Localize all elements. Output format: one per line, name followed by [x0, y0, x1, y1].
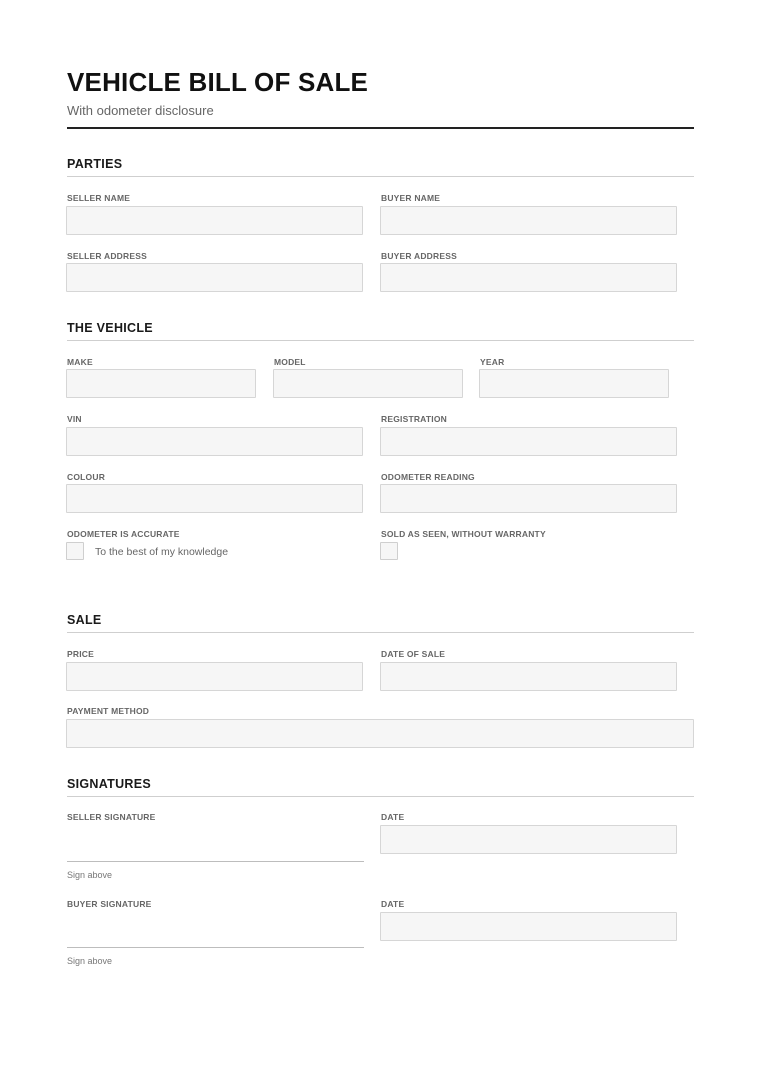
make-label: MAKE [67, 357, 93, 367]
page-title: VEHICLE BILL OF SALE [67, 67, 369, 97]
year-label: YEAR [480, 357, 505, 367]
odometer-reading-field[interactable] [380, 484, 677, 513]
vin-label: VIN [67, 414, 82, 424]
seller-date-label: DATE [381, 812, 405, 822]
buyer-date-label: DATE [381, 899, 405, 909]
title-divider [67, 127, 694, 129]
buyer-address-field[interactable] [380, 263, 677, 292]
page-subtitle: With odometer disclosure [67, 103, 214, 118]
buyer-signature-line[interactable] [67, 947, 364, 948]
buyer-address-label: BUYER ADDRESS [381, 251, 457, 261]
price-field[interactable] [66, 662, 363, 691]
sold-as-seen-checkbox[interactable] [380, 542, 398, 560]
section-divider-sale [67, 632, 694, 633]
odometer-accurate-checkbox[interactable] [66, 542, 84, 560]
make-field[interactable] [66, 369, 256, 398]
seller-address-label: SELLER ADDRESS [67, 251, 147, 261]
date-of-sale-label: DATE OF SALE [381, 649, 446, 659]
section-divider-vehicle [67, 340, 694, 341]
vin-field[interactable] [66, 427, 363, 456]
model-field[interactable] [273, 369, 463, 398]
registration-label: REGISTRATION [381, 414, 447, 424]
model-label: MODEL [274, 357, 306, 367]
buyer-signature-label: BUYER SIGNATURE [67, 899, 152, 909]
seller-signature-label: SELLER SIGNATURE [67, 812, 156, 822]
seller-name-label: SELLER NAME [67, 193, 131, 203]
payment-method-field[interactable] [66, 719, 694, 748]
odometer-reading-label: ODOMETER READING [381, 472, 475, 482]
buyer-sign-note: Sign above [67, 956, 113, 966]
buyer-date-field[interactable] [380, 912, 677, 941]
sold-as-seen-label: SOLD AS SEEN, WITHOUT WARRANTY [381, 529, 546, 539]
section-heading-signatures: SIGNATURES [67, 777, 152, 791]
odometer-accurate-text: To the best of my knowledge [95, 546, 229, 558]
seller-sign-note: Sign above [67, 870, 113, 880]
date-of-sale-field[interactable] [380, 662, 677, 691]
seller-address-field[interactable] [66, 263, 363, 292]
section-divider-signatures [67, 796, 694, 797]
registration-field[interactable] [380, 427, 677, 456]
buyer-name-label: BUYER NAME [381, 193, 441, 203]
seller-name-field[interactable] [66, 206, 363, 235]
price-label: PRICE [67, 649, 94, 659]
colour-label: COLOUR [67, 472, 106, 482]
buyer-name-field[interactable] [380, 206, 677, 235]
section-heading-parties: PARTIES [67, 157, 123, 171]
seller-date-field[interactable] [380, 825, 677, 854]
section-heading-vehicle: THE VEHICLE [67, 321, 153, 335]
payment-method-label: PAYMENT METHOD [67, 706, 150, 716]
year-field[interactable] [479, 369, 669, 398]
section-heading-sale: SALE [67, 613, 102, 627]
seller-signature-line[interactable] [67, 861, 364, 862]
section-divider-parties [67, 176, 694, 177]
odometer-accurate-label: ODOMETER IS ACCURATE [67, 529, 180, 539]
colour-field[interactable] [66, 484, 363, 513]
